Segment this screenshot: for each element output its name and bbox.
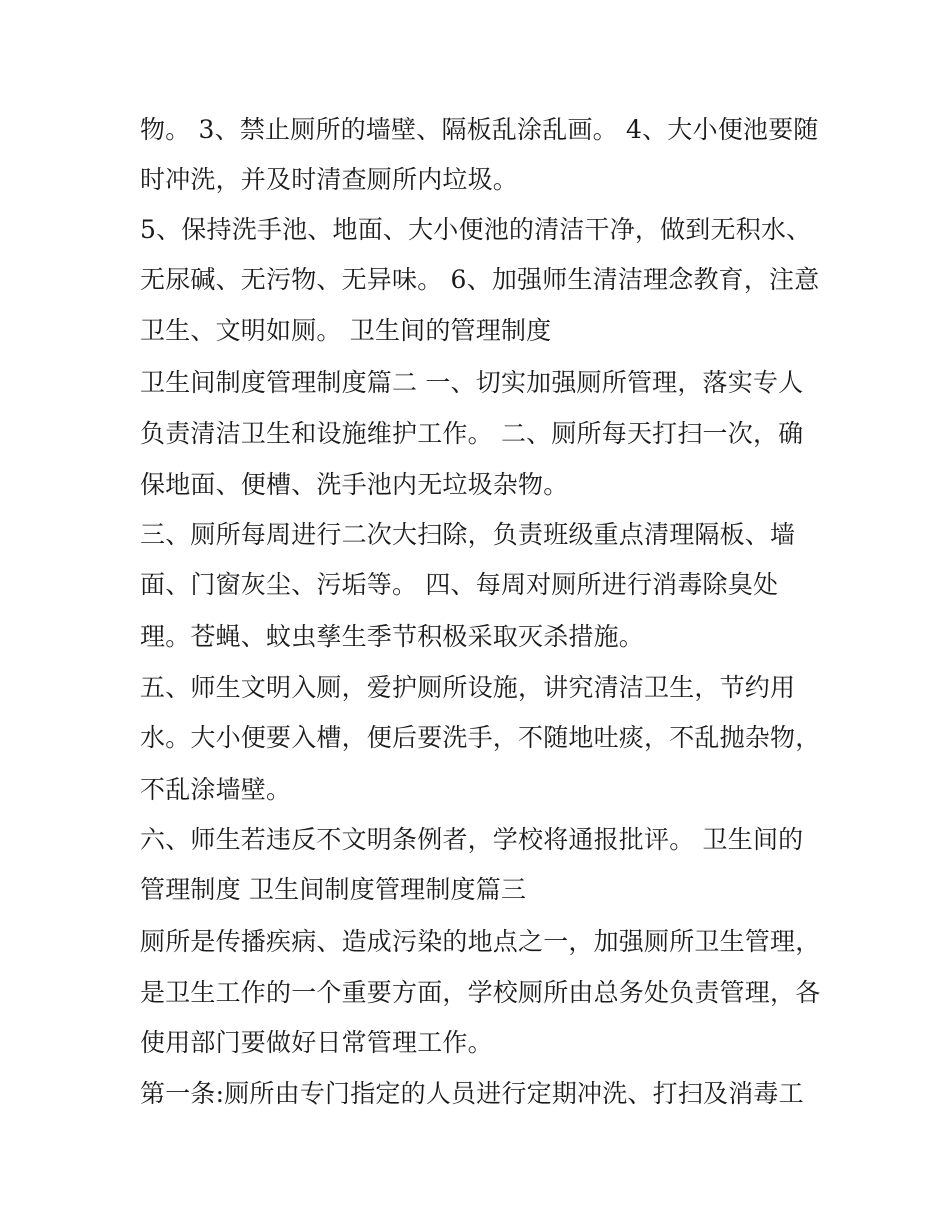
text-line: 使用部门要做好日常管理工作。 — [140, 1028, 493, 1057]
text-line: 保地面、便槽、洗手池内无垃圾杂物。 — [140, 470, 569, 499]
text-line: 负责清洁卫生和设施维护工作。 二、厕所每天打扫一次，确 — [140, 419, 804, 448]
text-line: 水。大小便要入槽，便后要洗手，不随地吐痰，不乱抛杂物， — [140, 723, 821, 752]
text-line: 无尿碱、无污物、无异味。 6、加强师生清洁理念教育，注意 — [140, 265, 820, 294]
text-line: 面、门窗灰尘、污垢等。 四、每周对厕所进行消毒除臭处 — [140, 570, 779, 599]
text-line: 卫生、文明如厕。 卫生间的管理制度 — [140, 316, 552, 345]
text-line: 六、师生若违反不文明条例者，学校将通报批评。 卫生间的 — [140, 825, 804, 854]
text-line: 三、厕所每周进行二次大扫除，负责班级重点清理隔板、墙 — [140, 520, 796, 549]
text-line: 时冲洗，并及时清查厕所内垃圾。 — [140, 165, 519, 194]
text-line: 5、保持洗手池、地面、大小便池的清洁干净，做到无积水、 — [140, 215, 812, 244]
text-line: 不乱涂墙壁。 — [140, 775, 292, 804]
text-line: 物。 3、禁止厕所的墙壁、隔板乱涂乱画。 4、大小便池要随 — [140, 115, 819, 144]
text-line: 是卫生工作的一个重要方面，学校厕所由总务处负责管理，各 — [140, 978, 821, 1007]
text-line: 厕所是传播疾病、造成污染的地点之一，加强厕所卫生管理， — [140, 927, 821, 956]
text-line: 管理制度 卫生间制度管理制度篇三 — [140, 875, 527, 904]
text-line: 五、师生文明入厕，爱护厕所设施，讲究清洁卫生，节约用 — [140, 673, 796, 702]
text-line: 理。苍蝇、蚊虫孳生季节积极采取灭杀措施。 — [140, 622, 645, 651]
text-line: 卫生间制度管理制度篇二 一、切实加强厕所管理，落实专人 — [140, 368, 804, 397]
text-line: 第一条:厕所由专门指定的人员进行定期冲洗、打扫及消毒工 — [140, 1079, 804, 1108]
